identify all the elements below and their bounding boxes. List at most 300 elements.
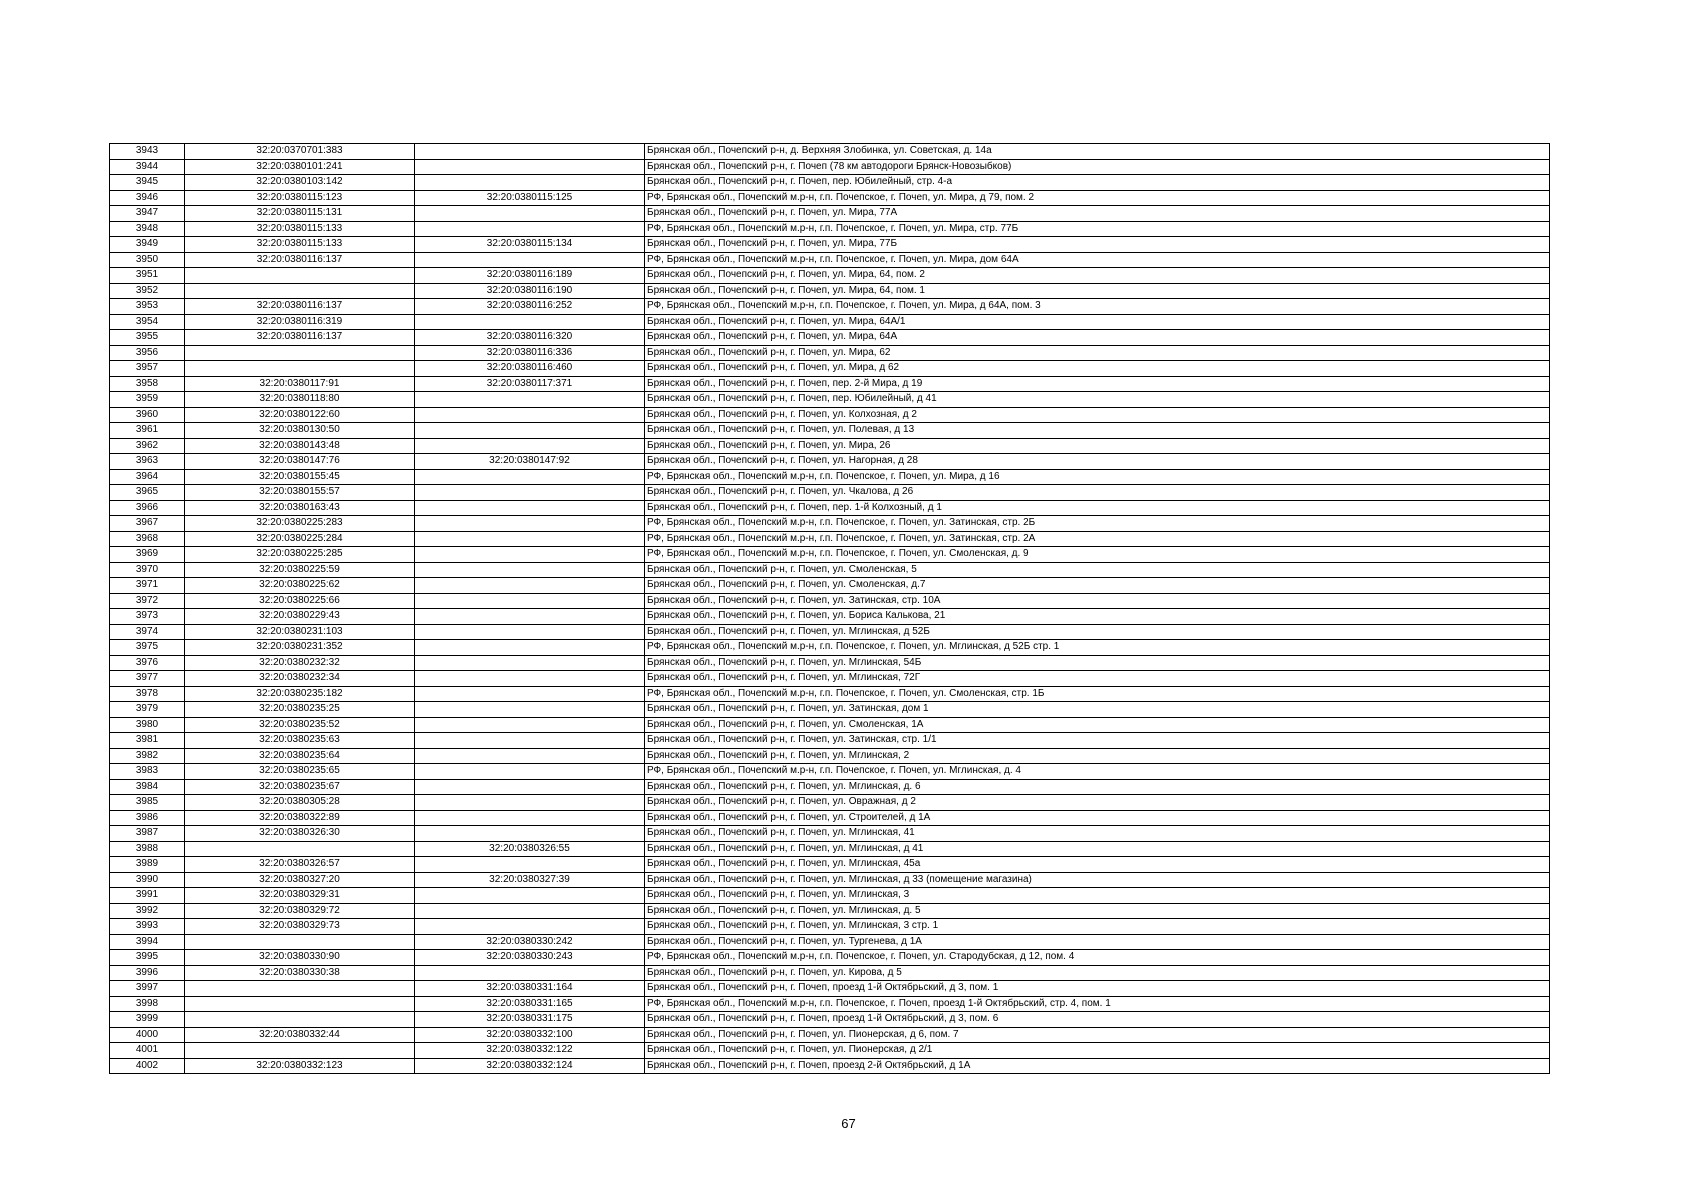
address-cell: Брянская обл., Почепский р-н, г. Почеп, ул. Мглинская, д 52Б [645, 624, 1550, 640]
premises-cadastral-number-cell: 32:20:0380331:164 [415, 981, 645, 997]
cadastral-number-cell: 32:20:0380116:137 [185, 299, 415, 315]
address-cell: Брянская обл., Почепский р-н, г. Почеп, ул. Смоленская, 5 [645, 562, 1550, 578]
row-number-cell: 3962 [110, 438, 185, 454]
table-row [110, 531, 1550, 547]
table-row [110, 1012, 1550, 1028]
address-cell: Брянская обл., Почепский р-н, г. Почеп, ул. Тургенева, д 1А [645, 934, 1550, 950]
row-number-cell: 3964 [110, 469, 185, 485]
cadastral-number-cell: 32:20:0380235:65 [185, 764, 415, 780]
table-row [110, 655, 1550, 671]
row-number-cell: 3973 [110, 609, 185, 625]
premises-cadastral-number-cell [415, 671, 645, 687]
row-number-cell: 3986 [110, 810, 185, 826]
address-cell: Брянская обл., Почепский р-н, г. Почеп, ул. Мглинская, 3 [645, 888, 1550, 904]
row-number-cell: 3950 [110, 252, 185, 268]
table-row [110, 981, 1550, 997]
table-row [110, 190, 1550, 206]
table-row [110, 314, 1550, 330]
table-row [110, 562, 1550, 578]
cadastral-number-cell: 32:20:0380116:137 [185, 252, 415, 268]
table-row [110, 299, 1550, 315]
table-row [110, 640, 1550, 656]
cadastral-number-cell: 32:20:0380225:59 [185, 562, 415, 578]
row-number-cell: 3985 [110, 795, 185, 811]
cadastral-number-cell: 32:20:0380163:43 [185, 500, 415, 516]
cadastral-number-cell: 32:20:0380115:133 [185, 221, 415, 237]
address-cell: Брянская обл., Почепский р-н, г. Почеп, ул. Смоленская, 1А [645, 717, 1550, 733]
address-cell: Брянская обл., Почепский р-н, г. Почеп, ул. Мира, 64, пом. 2 [645, 268, 1550, 284]
table-row [110, 764, 1550, 780]
address-cell: Брянская обл., Почепский р-н, г. Почеп, пер. 2-й Мира, д 19 [645, 376, 1550, 392]
row-number-cell: 3994 [110, 934, 185, 950]
address-cell: РФ, Брянская обл., Почепский м.р-н, г.п. Почепское, г. Почеп, ул. Стародубская, д 12, пом. 4 [645, 950, 1550, 966]
premises-cadastral-number-cell: 32:20:0380116:189 [415, 268, 645, 284]
row-number-cell: 3990 [110, 872, 185, 888]
cadastral-number-cell: 32:20:0370701:383 [185, 144, 415, 160]
row-number-cell: 3948 [110, 221, 185, 237]
cadastral-number-cell: 32:20:0380116:137 [185, 330, 415, 346]
premises-cadastral-number-cell [415, 392, 645, 408]
table-row [110, 686, 1550, 702]
table-row [110, 376, 1550, 392]
premises-cadastral-number-cell [415, 206, 645, 222]
address-cell: Брянская обл., Почепский р-н, г. Почеп, ул. Смоленская, д.7 [645, 578, 1550, 594]
premises-cadastral-number-cell: 32:20:0380331:175 [415, 1012, 645, 1028]
premises-cadastral-number-cell: 32:20:0380116:320 [415, 330, 645, 346]
premises-cadastral-number-cell [415, 531, 645, 547]
cadastral-number-cell: 32:20:0380101:241 [185, 159, 415, 175]
cadastral-number-cell: 32:20:0380229:43 [185, 609, 415, 625]
page-number: 67 [841, 1116, 856, 1131]
row-number-cell: 3951 [110, 268, 185, 284]
row-number-cell: 3946 [110, 190, 185, 206]
row-number-cell: 3953 [110, 299, 185, 315]
row-number-cell: 3978 [110, 686, 185, 702]
premises-cadastral-number-cell [415, 609, 645, 625]
cadastral-number-cell: 32:20:0380122:60 [185, 407, 415, 423]
address-cell: РФ, Брянская обл., Почепский м.р-н, г.п. Почепское, г. Почеп, ул. Мира, д 64А, пом. 3 [645, 299, 1550, 315]
address-cell: РФ, Брянская обл., Почепский м.р-н, г.п. Почепское, г. Почеп, ул. Мира, дом 64А [645, 252, 1550, 268]
row-number-cell: 3971 [110, 578, 185, 594]
table-row [110, 996, 1550, 1012]
address-cell: Брянская обл., Почепский р-н, г. Почеп, ул. Мглинская, д 41 [645, 841, 1550, 857]
cadastral-number-cell: 32:20:0380235:64 [185, 748, 415, 764]
row-number-cell: 3958 [110, 376, 185, 392]
address-cell: Брянская обл., Почепский р-н, г. Почеп, ул. Полевая, д 13 [645, 423, 1550, 439]
cadastral-number-cell: 32:20:0380155:45 [185, 469, 415, 485]
cadastral-number-cell: 32:20:0380225:285 [185, 547, 415, 563]
row-number-cell: 3943 [110, 144, 185, 160]
row-number-cell: 3999 [110, 1012, 185, 1028]
premises-cadastral-number-cell: 32:20:0380330:242 [415, 934, 645, 950]
row-number-cell: 4001 [110, 1043, 185, 1059]
row-number-cell: 3955 [110, 330, 185, 346]
cadastral-number-cell: 32:20:0380225:284 [185, 531, 415, 547]
address-cell: Брянская обл., Почепский р-н, г. Почеп, ул. Пионерская, д 6, пом. 7 [645, 1027, 1550, 1043]
table-row [110, 330, 1550, 346]
cadastral-number-cell: 32:20:0380235:52 [185, 717, 415, 733]
address-cell: Брянская обл., Почепский р-н, г. Почеп, пер. Юбилейный, стр. 4-а [645, 175, 1550, 191]
property-table [109, 143, 1550, 1074]
premises-cadastral-number-cell: 32:20:0380330:243 [415, 950, 645, 966]
table-row [110, 624, 1550, 640]
row-number-cell: 3976 [110, 655, 185, 671]
address-cell: РФ, Брянская обл., Почепский м.р-н, г.п. Почепское, г. Почеп, ул. Мглинская, д 52Б стр. 1 [645, 640, 1550, 656]
cadastral-number-cell: 32:20:0380231:352 [185, 640, 415, 656]
cadastral-number-cell: 32:20:0380232:32 [185, 655, 415, 671]
premises-cadastral-number-cell [415, 221, 645, 237]
premises-cadastral-number-cell [415, 485, 645, 501]
premises-cadastral-number-cell: 32:20:0380147:92 [415, 454, 645, 470]
address-cell: РФ, Брянская обл., Почепский м.р-н, г.п. Почепское, г. Почеп, ул. Затинская, стр. 2Б [645, 516, 1550, 532]
address-cell: Брянская обл., Почепский р-н, г. Почеп, ул. Нагорная, д 28 [645, 454, 1550, 470]
table-row [110, 237, 1550, 253]
row-number-cell: 3967 [110, 516, 185, 532]
address-cell: Брянская обл., Почепский р-н, г. Почеп, пер. 1-й Колхозный, д 1 [645, 500, 1550, 516]
address-cell: Брянская обл., Почепский р-н, г. Почеп, ул. Мглинская, 45а [645, 857, 1550, 873]
address-cell: Брянская обл., Почепский р-н, г. Почеп (78 км автодороги Брянск-Новозыбков) [645, 159, 1550, 175]
row-number-cell: 3975 [110, 640, 185, 656]
row-number-cell: 3959 [110, 392, 185, 408]
property-table-body [110, 144, 1550, 1074]
premises-cadastral-number-cell [415, 423, 645, 439]
cadastral-number-cell [185, 1012, 415, 1028]
cadastral-number-cell: 32:20:0380329:31 [185, 888, 415, 904]
cadastral-number-cell: 32:20:0380232:34 [185, 671, 415, 687]
premises-cadastral-number-cell: 32:20:0380115:125 [415, 190, 645, 206]
table-row [110, 903, 1550, 919]
row-number-cell: 3991 [110, 888, 185, 904]
premises-cadastral-number-cell [415, 438, 645, 454]
row-number-cell: 3963 [110, 454, 185, 470]
address-cell: РФ, Брянская обл., Почепский м.р-н, г.п. Почепское, г. Почеп, ул. Мира, д 16 [645, 469, 1550, 485]
premises-cadastral-number-cell [415, 314, 645, 330]
cadastral-number-cell: 32:20:0380115:133 [185, 237, 415, 253]
premises-cadastral-number-cell: 32:20:0380116:336 [415, 345, 645, 361]
table-row [110, 454, 1550, 470]
table-row [110, 438, 1550, 454]
premises-cadastral-number-cell: 32:20:0380332:100 [415, 1027, 645, 1043]
row-number-cell: 3979 [110, 702, 185, 718]
cadastral-number-cell [185, 345, 415, 361]
cadastral-number-cell: 32:20:0380235:63 [185, 733, 415, 749]
row-number-cell: 3983 [110, 764, 185, 780]
premises-cadastral-number-cell [415, 144, 645, 160]
table-row [110, 1058, 1550, 1074]
table-row [110, 268, 1550, 284]
row-number-cell: 3944 [110, 159, 185, 175]
premises-cadastral-number-cell [415, 965, 645, 981]
cadastral-number-cell [185, 934, 415, 950]
address-cell: Брянская обл., Почепский р-н, г. Почеп, ул. Мира, 77Б [645, 237, 1550, 253]
address-cell: Брянская обл., Почепский р-н, г. Почеп, ул. Мглинская, 3 стр. 1 [645, 919, 1550, 935]
premises-cadastral-number-cell: 32:20:0380117:371 [415, 376, 645, 392]
premises-cadastral-number-cell: 32:20:0380115:134 [415, 237, 645, 253]
table-row [110, 469, 1550, 485]
cadastral-number-cell: 32:20:0380225:66 [185, 593, 415, 609]
cadastral-number-cell: 32:20:0380322:89 [185, 810, 415, 826]
table-row [110, 950, 1550, 966]
cadastral-number-cell: 32:20:0380118:80 [185, 392, 415, 408]
table-row [110, 1027, 1550, 1043]
table-row [110, 841, 1550, 857]
cadastral-number-cell [185, 268, 415, 284]
premises-cadastral-number-cell [415, 593, 645, 609]
table-row [110, 206, 1550, 222]
cadastral-number-cell: 32:20:0380155:57 [185, 485, 415, 501]
row-number-cell: 3989 [110, 857, 185, 873]
premises-cadastral-number-cell: 32:20:0380116:190 [415, 283, 645, 299]
cadastral-number-cell: 32:20:0380147:76 [185, 454, 415, 470]
table-row [110, 872, 1550, 888]
cadastral-number-cell: 32:20:0380235:67 [185, 779, 415, 795]
premises-cadastral-number-cell [415, 717, 645, 733]
address-cell: Брянская обл., Почепский р-н, г. Почеп, ул. Мира, 62 [645, 345, 1550, 361]
cadastral-number-cell: 32:20:0380326:30 [185, 826, 415, 842]
cadastral-number-cell: 32:20:0380330:38 [185, 965, 415, 981]
row-number-cell: 4000 [110, 1027, 185, 1043]
table-row [110, 345, 1550, 361]
row-number-cell: 3947 [110, 206, 185, 222]
cadastral-number-cell [185, 841, 415, 857]
cadastral-number-cell: 32:20:0380332:44 [185, 1027, 415, 1043]
premises-cadastral-number-cell [415, 779, 645, 795]
row-number-cell: 3988 [110, 841, 185, 857]
premises-cadastral-number-cell [415, 888, 645, 904]
table-row [110, 826, 1550, 842]
premises-cadastral-number-cell [415, 175, 645, 191]
premises-cadastral-number-cell [415, 702, 645, 718]
row-number-cell: 3956 [110, 345, 185, 361]
row-number-cell: 3970 [110, 562, 185, 578]
row-number-cell: 3995 [110, 950, 185, 966]
address-cell: Брянская обл., Почепский р-н, г. Почеп, ул. Затинская, стр. 10А [645, 593, 1550, 609]
table-row [110, 283, 1550, 299]
cadastral-number-cell: 32:20:0380330:90 [185, 950, 415, 966]
premises-cadastral-number-cell [415, 826, 645, 842]
table-row [110, 252, 1550, 268]
address-cell: РФ, Брянская обл., Почепский м.р-н, г.п. Почепское, г. Почеп, проезд 1-й Октябрьский, стр. 4, пом. 1 [645, 996, 1550, 1012]
address-cell: Брянская обл., Почепский р-н, г. Почеп, ул. Кирова, д 5 [645, 965, 1550, 981]
premises-cadastral-number-cell [415, 903, 645, 919]
address-cell: Брянская обл., Почепский р-н, г. Почеп, ул. Пионерская, д 2/1 [645, 1043, 1550, 1059]
address-cell: РФ, Брянская обл., Почепский м.р-н, г.п. Почепское, г. Почеп, ул. Мглинская, д. 4 [645, 764, 1550, 780]
address-cell: РФ, Брянская обл., Почепский м.р-н, г.п. Почепское, г. Почеп, ул. Мира, стр. 77Б [645, 221, 1550, 237]
row-number-cell: 3996 [110, 965, 185, 981]
table-row [110, 733, 1550, 749]
premises-cadastral-number-cell: 32:20:0380332:124 [415, 1058, 645, 1074]
address-cell: Брянская обл., Почепский р-н, г. Почеп, ул. Колхозная, д 2 [645, 407, 1550, 423]
row-number-cell: 3957 [110, 361, 185, 377]
address-cell: Брянская обл., Почепский р-н, г. Почеп, ул. Мглинская, 72Г [645, 671, 1550, 687]
cadastral-number-cell: 32:20:0380305:28 [185, 795, 415, 811]
premises-cadastral-number-cell [415, 469, 645, 485]
premises-cadastral-number-cell [415, 578, 645, 594]
premises-cadastral-number-cell [415, 624, 645, 640]
table-row [110, 965, 1550, 981]
address-cell: Брянская обл., Почепский р-н, г. Почеп, ул. Мглинская, 54Б [645, 655, 1550, 671]
cadastral-number-cell [185, 283, 415, 299]
table-row [110, 919, 1550, 935]
row-number-cell: 3960 [110, 407, 185, 423]
table-row [110, 423, 1550, 439]
cadastral-number-cell: 32:20:0380327:20 [185, 872, 415, 888]
address-cell: РФ, Брянская обл., Почепский м.р-н, г.п. Почепское, г. Почеп, ул. Смоленская, стр. 1Б [645, 686, 1550, 702]
address-cell: Брянская обл., Почепский р-н, г. Почеп, ул. Мира, 64А/1 [645, 314, 1550, 330]
address-cell: РФ, Брянская обл., Почепский м.р-н, г.п. Почепское, г. Почеп, ул. Смоленская, д. 9 [645, 547, 1550, 563]
address-cell: РФ, Брянская обл., Почепский м.р-н, г.п. Почепское, г. Почеп, ул. Мира, д 79, пом. 2 [645, 190, 1550, 206]
row-number-cell: 3945 [110, 175, 185, 191]
table-row [110, 1043, 1550, 1059]
address-cell: Брянская обл., Почепский р-н, г. Почеп, проезд 2-й Октябрьский, д 1А [645, 1058, 1550, 1074]
cadastral-number-cell: 32:20:0380332:123 [185, 1058, 415, 1074]
table-row [110, 547, 1550, 563]
cadastral-number-cell: 32:20:0380117:91 [185, 376, 415, 392]
premises-cadastral-number-cell [415, 562, 645, 578]
table-row [110, 717, 1550, 733]
premises-cadastral-number-cell [415, 919, 645, 935]
table-row [110, 159, 1550, 175]
premises-cadastral-number-cell [415, 748, 645, 764]
cadastral-number-cell: 32:20:0380115:123 [185, 190, 415, 206]
cadastral-number-cell: 32:20:0380130:50 [185, 423, 415, 439]
row-number-cell: 3977 [110, 671, 185, 687]
cadastral-number-cell: 32:20:0380326:57 [185, 857, 415, 873]
premises-cadastral-number-cell [415, 252, 645, 268]
table-row [110, 671, 1550, 687]
row-number-cell: 3981 [110, 733, 185, 749]
row-number-cell: 4002 [110, 1058, 185, 1074]
address-cell: Брянская обл., Почепский р-н, г. Почеп, ул. Овражная, д 2 [645, 795, 1550, 811]
row-number-cell: 3987 [110, 826, 185, 842]
row-number-cell: 3954 [110, 314, 185, 330]
table-row [110, 407, 1550, 423]
table-row [110, 810, 1550, 826]
table-row [110, 500, 1550, 516]
cadastral-number-cell [185, 361, 415, 377]
table-row [110, 609, 1550, 625]
address-cell: Брянская обл., Почепский р-н, г. Почеп, ул. Мглинская, 41 [645, 826, 1550, 842]
table-row [110, 221, 1550, 237]
address-cell: Брянская обл., Почепский р-н, д. Верхняя Злобинка, ул. Советская, д. 14а [645, 144, 1550, 160]
premises-cadastral-number-cell [415, 516, 645, 532]
address-cell: Брянская обл., Почепский р-н, г. Почеп, ул. Мглинская, д. 5 [645, 903, 1550, 919]
cadastral-number-cell: 32:20:0380103:142 [185, 175, 415, 191]
cadastral-number-cell: 32:20:0380115:131 [185, 206, 415, 222]
cadastral-number-cell [185, 981, 415, 997]
address-cell: Брянская обл., Почепский р-н, г. Почеп, ул. Строителей, д 1А [645, 810, 1550, 826]
row-number-cell: 3952 [110, 283, 185, 299]
premises-cadastral-number-cell: 32:20:0380116:460 [415, 361, 645, 377]
table-row [110, 857, 1550, 873]
row-number-cell: 3984 [110, 779, 185, 795]
table-row [110, 795, 1550, 811]
table-row [110, 175, 1550, 191]
premises-cadastral-number-cell [415, 810, 645, 826]
table-row [110, 392, 1550, 408]
row-number-cell: 3982 [110, 748, 185, 764]
address-cell: Брянская обл., Почепский р-н, г. Почеп, проезд 1-й Октябрьский, д 3, пом. 6 [645, 1012, 1550, 1028]
table-row [110, 144, 1550, 160]
table-row [110, 485, 1550, 501]
row-number-cell: 3997 [110, 981, 185, 997]
row-number-cell: 3972 [110, 593, 185, 609]
premises-cadastral-number-cell [415, 733, 645, 749]
address-cell: Брянская обл., Почепский р-н, г. Почеп, ул. Мглинская, д 33 (помещение магазина) [645, 872, 1550, 888]
premises-cadastral-number-cell [415, 407, 645, 423]
address-cell: Брянская обл., Почепский р-н, г. Почеп, ул. Чкалова, д 26 [645, 485, 1550, 501]
cadastral-number-cell: 32:20:0380329:72 [185, 903, 415, 919]
cadastral-number-cell: 32:20:0380143:48 [185, 438, 415, 454]
premises-cadastral-number-cell: 32:20:0380116:252 [415, 299, 645, 315]
row-number-cell: 3966 [110, 500, 185, 516]
premises-cadastral-number-cell [415, 686, 645, 702]
row-number-cell: 3974 [110, 624, 185, 640]
address-cell: Брянская обл., Почепский р-н, г. Почеп, ул. Мира, 77А [645, 206, 1550, 222]
table-row [110, 748, 1550, 764]
premises-cadastral-number-cell [415, 159, 645, 175]
cadastral-number-cell [185, 1043, 415, 1059]
row-number-cell: 3992 [110, 903, 185, 919]
premises-cadastral-number-cell: 32:20:0380327:39 [415, 872, 645, 888]
table-row [110, 702, 1550, 718]
cadastral-number-cell: 32:20:0380235:182 [185, 686, 415, 702]
table-row [110, 578, 1550, 594]
address-cell: Брянская обл., Почепский р-н, г. Почеп, ул. Мглинская, 2 [645, 748, 1550, 764]
cadastral-number-cell: 32:20:0380235:25 [185, 702, 415, 718]
cadastral-number-cell [185, 996, 415, 1012]
row-number-cell: 3980 [110, 717, 185, 733]
address-cell: Брянская обл., Почепский р-н, г. Почеп, ул. Бориса Калькова, 21 [645, 609, 1550, 625]
row-number-cell: 3968 [110, 531, 185, 547]
cadastral-number-cell: 32:20:0380225:283 [185, 516, 415, 532]
row-number-cell: 3949 [110, 237, 185, 253]
row-number-cell: 3969 [110, 547, 185, 563]
premises-cadastral-number-cell [415, 640, 645, 656]
row-number-cell: 3965 [110, 485, 185, 501]
row-number-cell: 3993 [110, 919, 185, 935]
address-cell: РФ, Брянская обл., Почепский м.р-н, г.п. Почепское, г. Почеп, ул. Затинская, стр. 2А [645, 531, 1550, 547]
row-number-cell: 3998 [110, 996, 185, 1012]
address-cell: Брянская обл., Почепский р-н, г. Почеп, ул. Мира, 64А [645, 330, 1550, 346]
cadastral-number-cell: 32:20:0380231:103 [185, 624, 415, 640]
premises-cadastral-number-cell: 32:20:0380332:122 [415, 1043, 645, 1059]
cadastral-number-cell: 32:20:0380116:319 [185, 314, 415, 330]
premises-cadastral-number-cell: 32:20:0380326:55 [415, 841, 645, 857]
premises-cadastral-number-cell [415, 500, 645, 516]
address-cell: Брянская обл., Почепский р-н, г. Почеп, проезд 1-й Октябрьский, д 3, пом. 1 [645, 981, 1550, 997]
table-row [110, 934, 1550, 950]
address-cell: Брянская обл., Почепский р-н, г. Почеп, ул. Затинская, дом 1 [645, 702, 1550, 718]
premises-cadastral-number-cell [415, 857, 645, 873]
table-row [110, 888, 1550, 904]
table-row [110, 516, 1550, 532]
premises-cadastral-number-cell [415, 655, 645, 671]
address-cell: Брянская обл., Почепский р-н, г. Почеп, ул. Мира, д 62 [645, 361, 1550, 377]
cadastral-number-cell: 32:20:0380329:73 [185, 919, 415, 935]
address-cell: Брянская обл., Почепский р-н, г. Почеп, пер. Юбилейный, д 41 [645, 392, 1550, 408]
premises-cadastral-number-cell [415, 547, 645, 563]
premises-cadastral-number-cell [415, 764, 645, 780]
address-cell: Брянская обл., Почепский р-н, г. Почеп, ул. Мира, 26 [645, 438, 1550, 454]
table-row [110, 361, 1550, 377]
address-cell: Брянская обл., Почепский р-н, г. Почеп, ул. Мира, 64, пом. 1 [645, 283, 1550, 299]
row-number-cell: 3961 [110, 423, 185, 439]
table-row [110, 779, 1550, 795]
address-cell: Брянская обл., Почепский р-н, г. Почеп, ул. Затинская, стр. 1/1 [645, 733, 1550, 749]
table-row [110, 593, 1550, 609]
address-cell: Брянская обл., Почепский р-н, г. Почеп, ул. Мглинская, д. 6 [645, 779, 1550, 795]
